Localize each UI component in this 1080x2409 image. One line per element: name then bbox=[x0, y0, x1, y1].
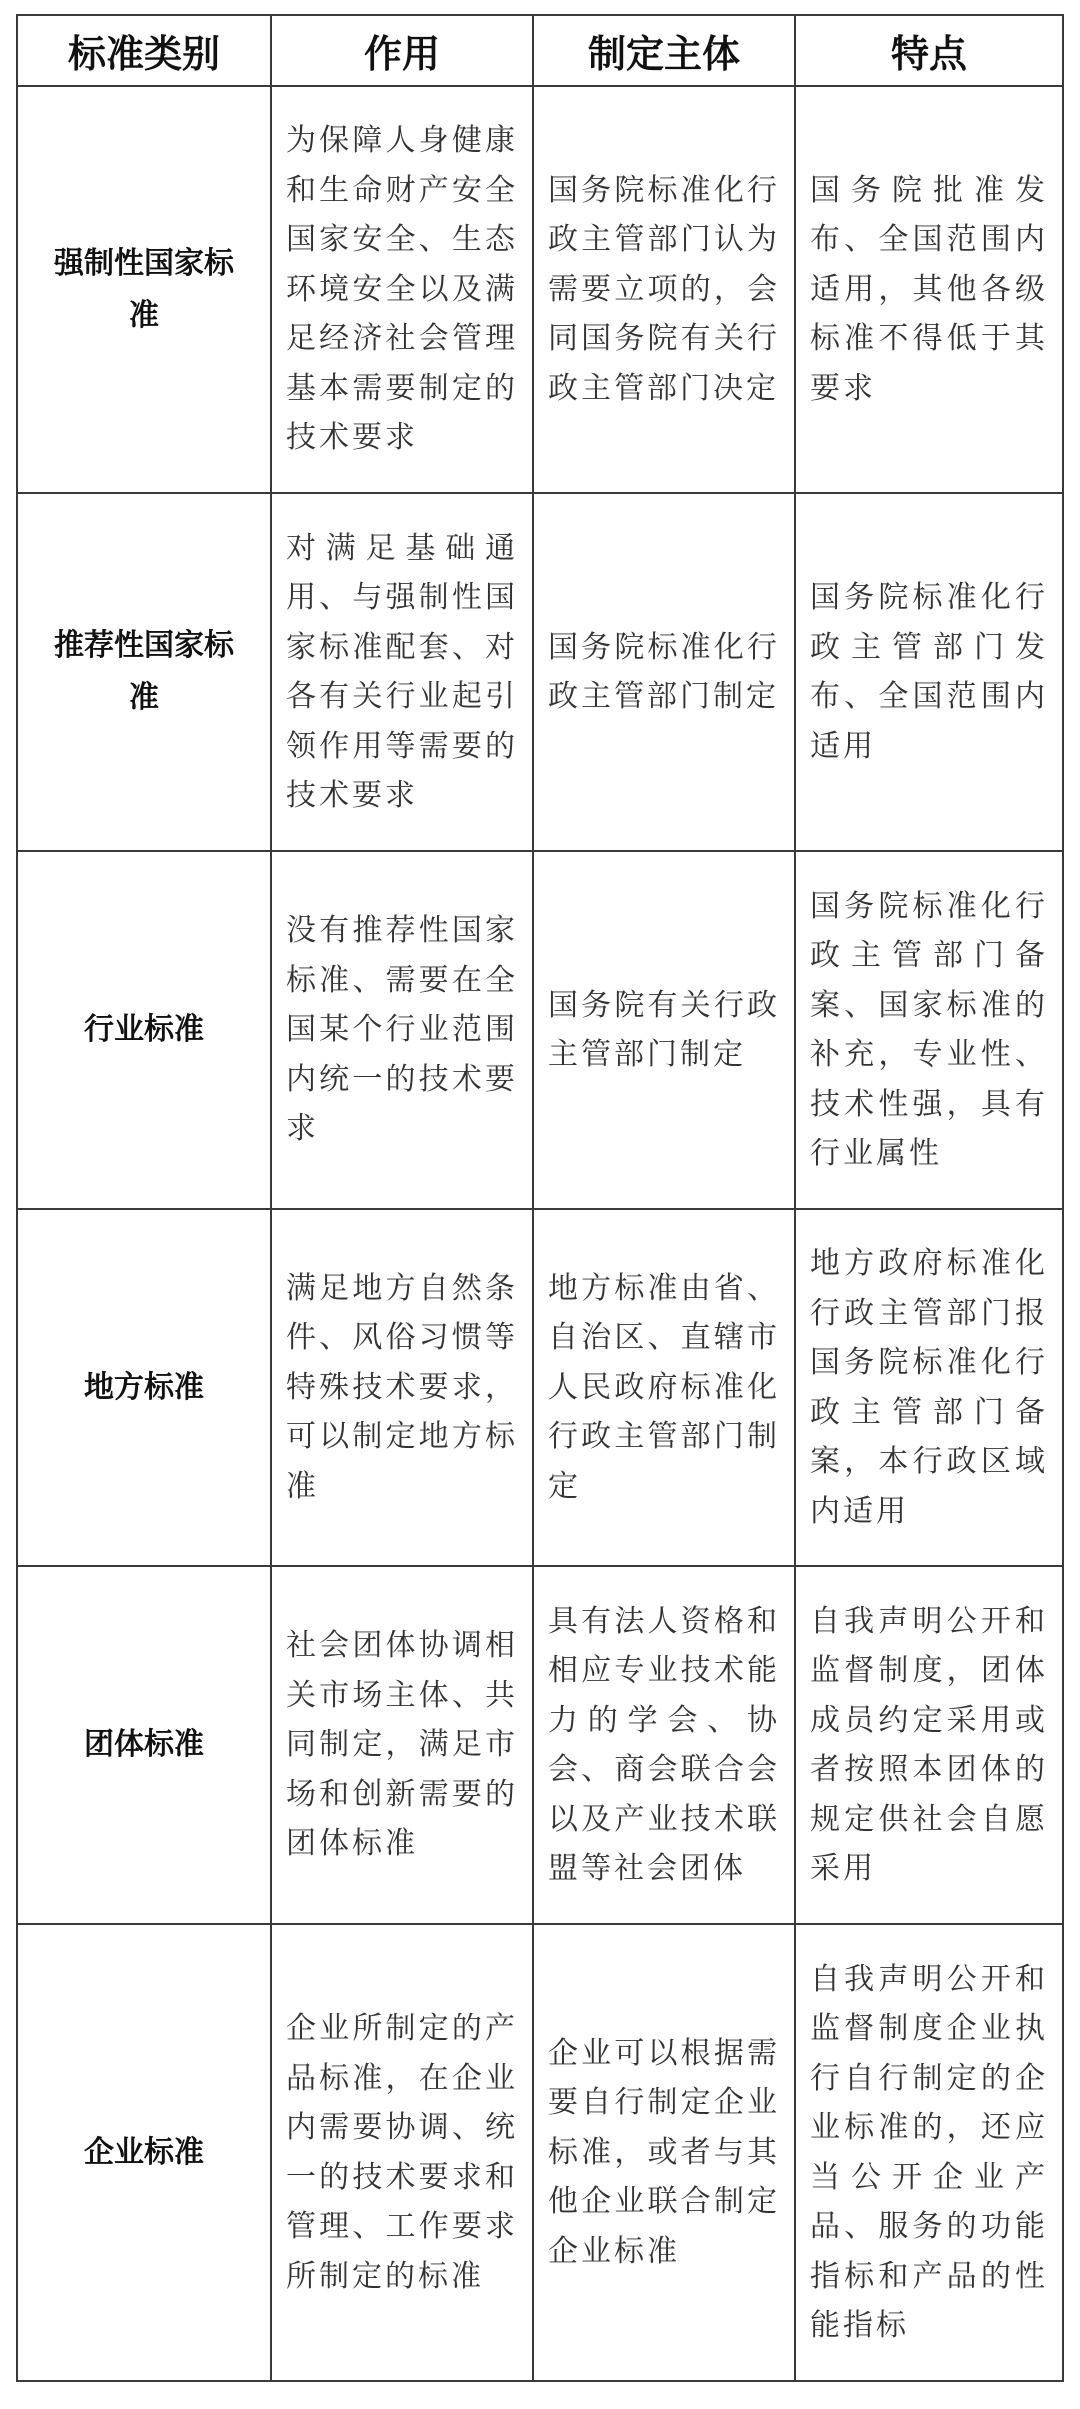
features-cell: 自我声明公开和监督制度，团体成员约定采用或者按照本团体的规定供社会自愿采用 bbox=[795, 1566, 1063, 1924]
table-row bbox=[17, 86, 1063, 493]
authority-cell: 国务院有关行政主管部门制定 bbox=[533, 851, 795, 1209]
purpose-cell: 企业所制定的产品标准，在企业内需要协调、统一的技术要求和管理、工作要求所制定的标准 bbox=[271, 1924, 533, 2381]
purpose-cell: 对满足基础通用、与强制性国家标准配套、对各有关行业起引领作用等需要的技术要求 bbox=[271, 493, 533, 851]
features-cell: 国务院批准发布、全国范围内适用，其他各级标准不得低于其要求 bbox=[795, 86, 1063, 493]
purpose-cell: 满足地方自然条件、风俗习惯等特殊技术要求，可以制定地方标准 bbox=[271, 1209, 533, 1566]
authority-cell: 国务院标准化行政主管部门制定 bbox=[533, 493, 795, 851]
features-cell: 地方政府标准化行政主管部门报国务院标准化行政主管部门备案，本行政区域内适用 bbox=[795, 1209, 1063, 1566]
table-row bbox=[17, 493, 1063, 851]
table-row bbox=[17, 1924, 1063, 2381]
header-category: 标准类别 bbox=[17, 15, 271, 86]
authority-cell: 企业可以根据需要自行制定企业标准，或者与其他企业联合制定企业标准 bbox=[533, 1924, 795, 2381]
features-cell: 国务院标准化行政主管部门发布、全国范围内适用 bbox=[795, 493, 1063, 851]
table-row bbox=[17, 1566, 1063, 1924]
features-cell: 自我声明公开和监督制度企业执行自行制定的企业标准的，还应当公开企业产品、服务的功能指标和产品的性能指标 bbox=[795, 1924, 1063, 2381]
category-cell: 地方标准 bbox=[17, 1209, 271, 1566]
purpose-cell: 为保障人身健康和生命财产安全国家安全、生态环境安全以及满足经济社会管理基本需要制定的技术要求 bbox=[271, 86, 533, 493]
purpose-cell: 没有推荐性国家标准、需要在全国某个行业范围内统一的技术要求 bbox=[271, 851, 533, 1209]
header-row bbox=[17, 15, 1063, 86]
header-authority: 制定主体 bbox=[533, 15, 795, 86]
header-features: 特点 bbox=[795, 15, 1063, 86]
standards-table bbox=[16, 14, 1064, 2382]
table-row bbox=[17, 851, 1063, 1209]
features-cell: 国务院标准化行政主管部门备案、国家标准的补充，专业性、技术性强，具有行业属性 bbox=[795, 851, 1063, 1209]
category-cell: 团体标准 bbox=[17, 1566, 271, 1924]
category-cell: 企业标准 bbox=[17, 1924, 271, 2381]
category-cell: 行业标准 bbox=[17, 851, 271, 1209]
authority-cell: 国务院标准化行政主管部门认为需要立项的，会同国务院有关行政主管部门决定 bbox=[533, 86, 795, 493]
category-cell: 强制性国家标准 bbox=[17, 86, 271, 493]
table-row bbox=[17, 1209, 1063, 1566]
authority-cell: 地方标准由省、自治区、直辖市人民政府标准化行政主管部门制定 bbox=[533, 1209, 795, 1566]
header-purpose: 作用 bbox=[271, 15, 533, 86]
purpose-cell: 社会团体协调相关市场主体、共同制定，满足市场和创新需要的团体标准 bbox=[271, 1566, 533, 1924]
category-cell: 推荐性国家标准 bbox=[17, 493, 271, 851]
authority-cell: 具有法人资格和相应专业技术能力的学会、协会、商会联合会以及产业技术联盟等社会团体 bbox=[533, 1566, 795, 1924]
